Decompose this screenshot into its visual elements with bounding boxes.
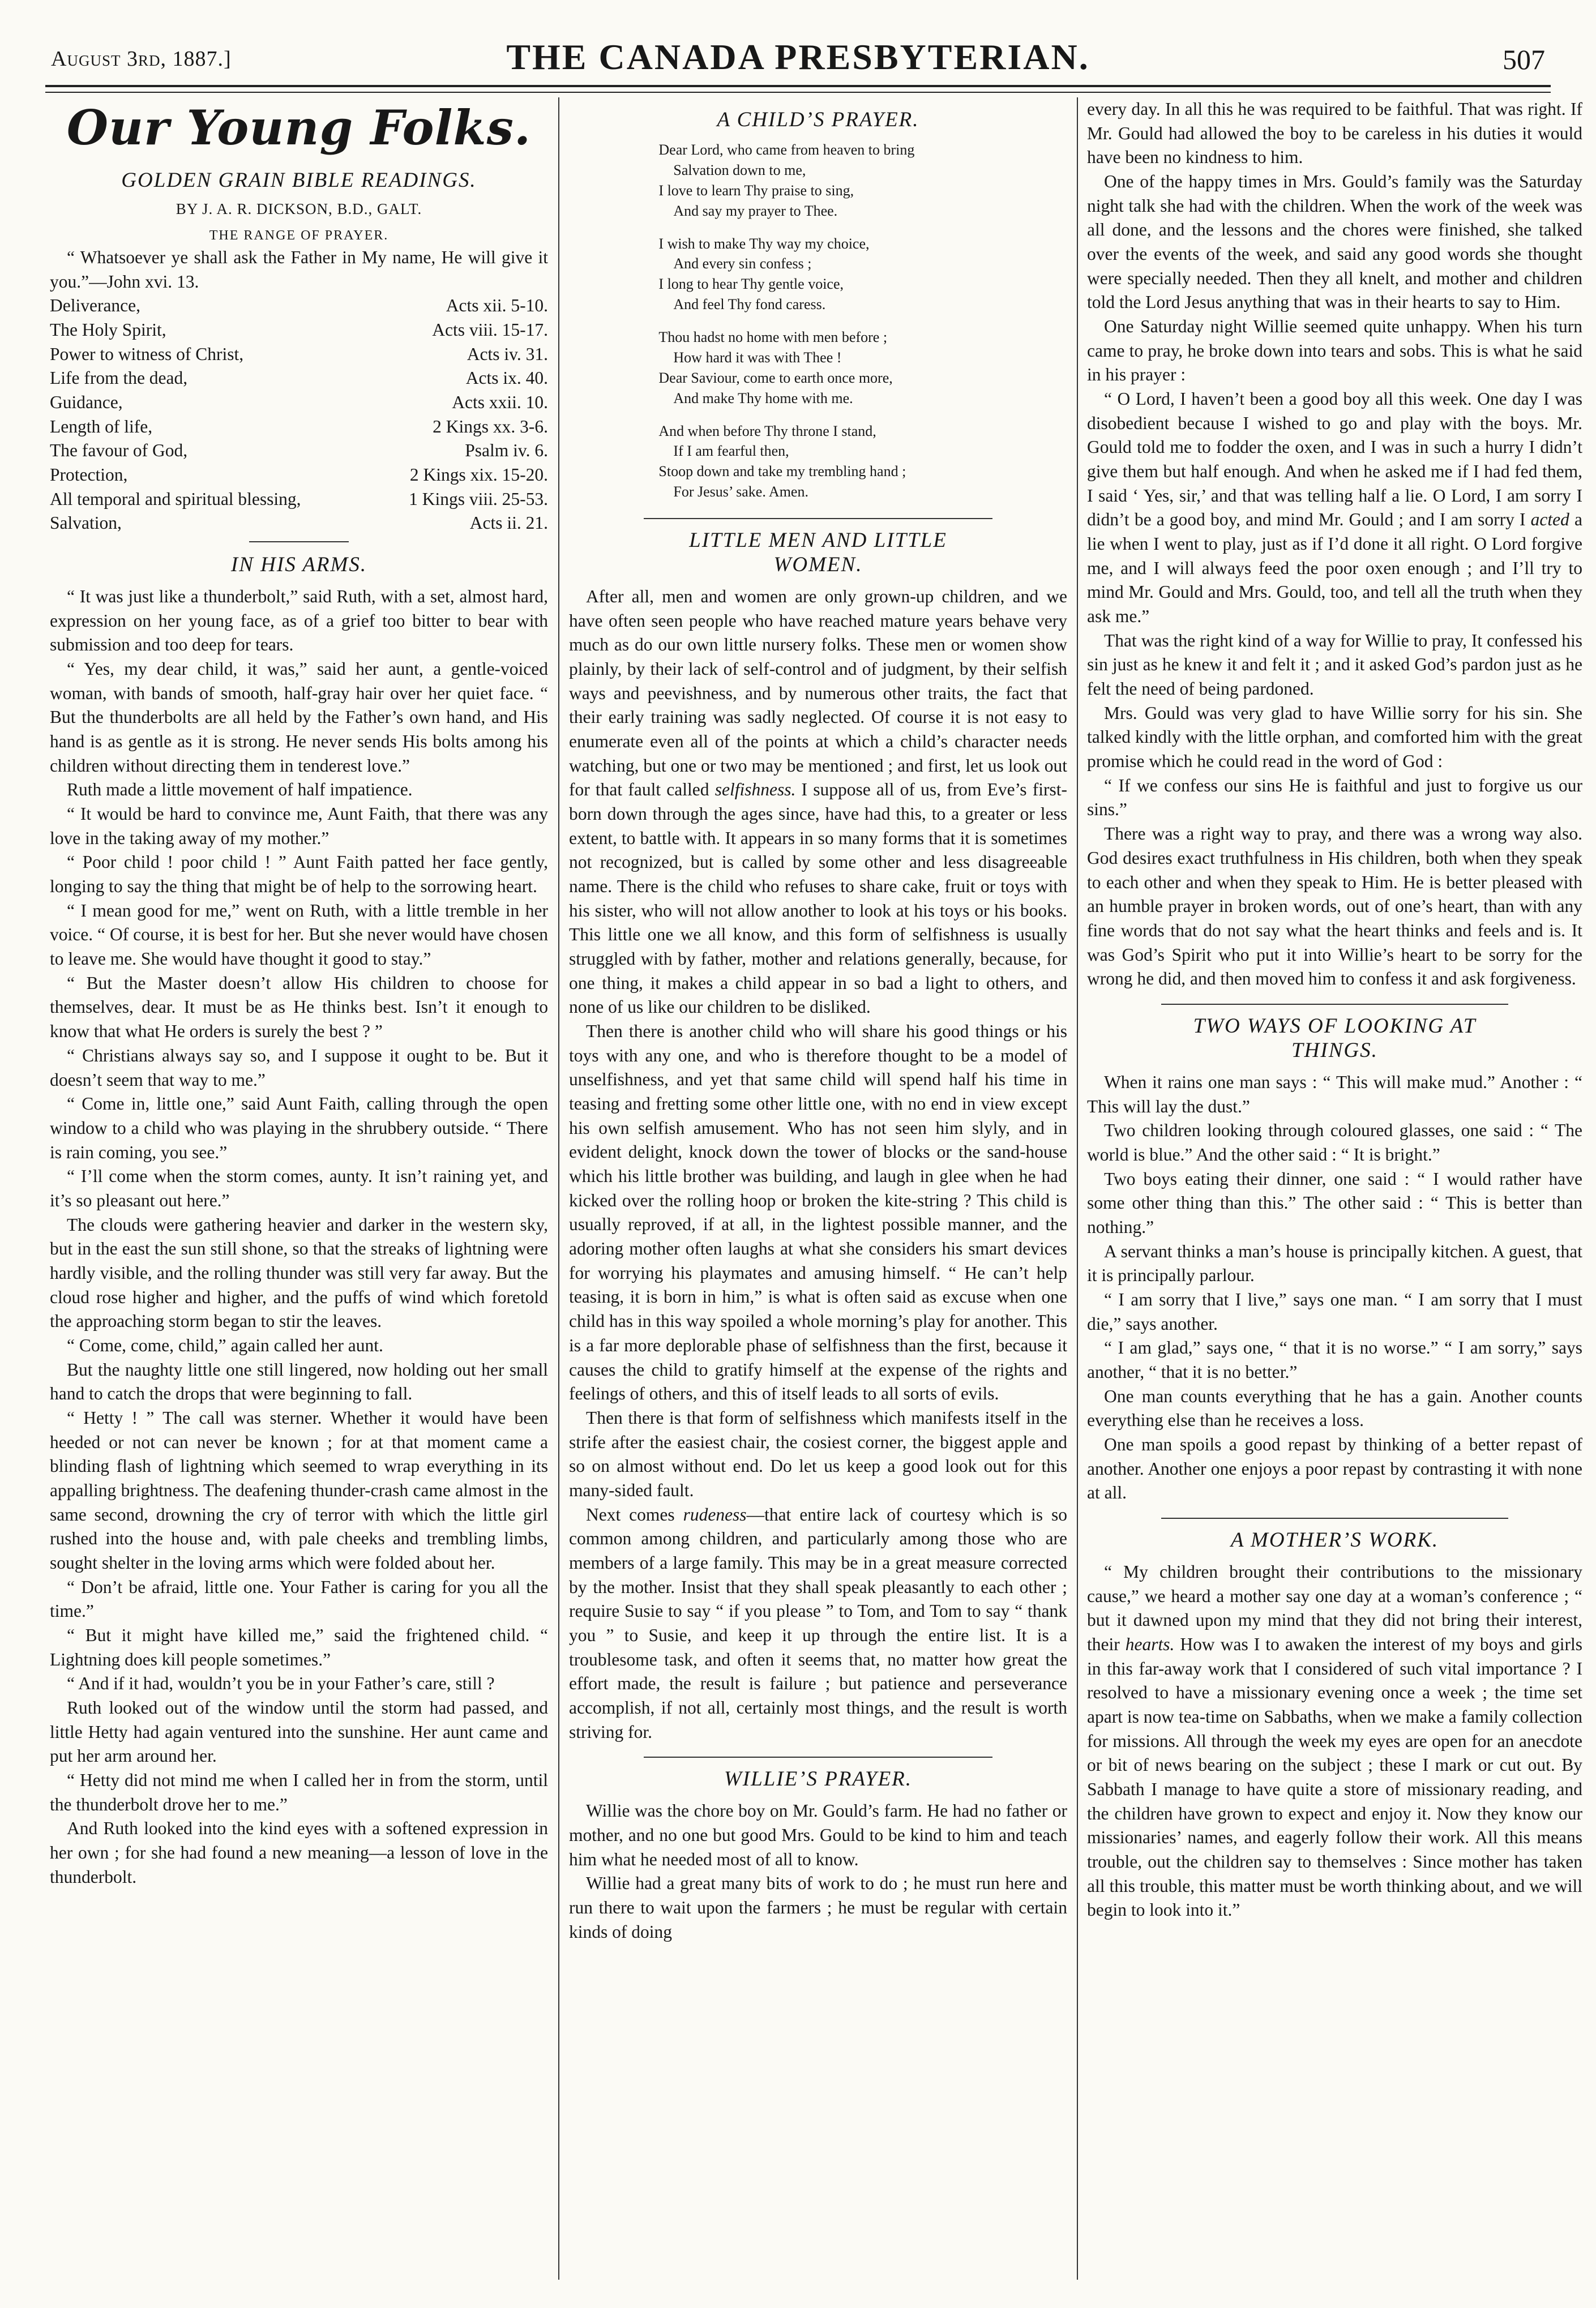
byline: BY J. A. R. DICKSON, B.D., GALT. — [176, 200, 422, 217]
reading-row — [50, 487, 548, 512]
poem-line: Thou hadst no home with men before ; — [658, 329, 888, 345]
column-divider — [1077, 97, 1078, 2280]
reading-row — [50, 511, 548, 536]
reading-ref: Acts ii. 21. — [469, 513, 548, 533]
reading-row — [50, 391, 548, 415]
text-run: a lie when I went to play, just as if I’d done it all right. O Lord forgive me, and I will always feed the poor oxen enough ; and I’ll try to mind Mr. Gould and Mrs. Gould, too, and tell all the truth when they ask me.” — [1087, 509, 1582, 627]
article-paragraph: When it rains one man says : “ This will make mud.” Another : “ This will lay the dust.” — [1087, 1072, 1582, 1116]
section-heading-two-ways: TWO WAYS OF LOOKING AT THINGS. — [1161, 1004, 1508, 1063]
article-paragraph: Two children looking through coloured glasses, one said : “ The world is blue.” And the other said : “ It is bright.” — [1087, 1120, 1582, 1164]
article-paragraph: “ Hetty did not mind me when I called her in from the storm, until the thunderbolt drove her to me.” — [50, 1770, 548, 1814]
poem-line: Salvation down to me, — [673, 161, 806, 178]
article-paragraph: “ Don’t be afraid, little one. Your Father is caring for you all the time.” — [50, 1577, 548, 1621]
article-paragraph: One man counts everything that he has a gain. Another counts everything else than he receives a loss. — [1087, 1386, 1582, 1431]
reading-row — [50, 366, 548, 391]
reading-row — [50, 342, 548, 367]
emphasis: rudeness — [683, 1504, 747, 1525]
section-heading-willies-prayer: WILLIE’S PRAYER. — [644, 1757, 992, 1791]
column-3 — [1087, 97, 1582, 2280]
emphasis: acted — [1530, 509, 1569, 530]
article-paragraph: One Saturday night Willie seemed quite unhappy. When his turn came to pray, he broke down into tears and sobs. This is what he said in his prayer : — [1087, 316, 1582, 385]
article-paragraph: And Ruth looked into the kind eyes with a softened expression in her own ; for she had found a new meaning—a lesson of love in the thunderbolt. — [50, 1818, 548, 1887]
reading-row — [50, 294, 548, 318]
reading-row — [50, 463, 548, 487]
article-paragraph: “ And if it had, wouldn’t you be in your Father’s care, still ? — [67, 1673, 495, 1694]
article-paragraph: “ I am glad,” says one, “ that it is no worse.” “ I am sorry,” says another, “ that it is no better.” — [1087, 1338, 1582, 1382]
poem-line: I long to hear Thy gentle voice, — [658, 276, 844, 293]
text-run: How was I to awaken the interest of my boys and girls in this far-away work that I considered of such vital importance ? I resolved to have a missionary evening once a week ; the time set apart is now tea-time on Sabbaths, when we make a family collection for missions. All through the week my eyes are open for an anecdote or bit of news bearing on the subject ; these I mark or cut out. By Sabbath I manage to have quite a store of missionary reading, and the children have grown to expect and enjoy it. Now they know our missionaries’ names, and eagerly follow their work. All this means trouble, out the children say to themselves : Since mother has taken all this trouble, this matter must be worth thinking about, and we will begin to look into it.” — [1087, 1634, 1582, 1920]
poem-line: Dear Saviour, come to earth once more, — [658, 369, 893, 386]
reading-row — [50, 439, 548, 463]
article-paragraph: But the naughty little one still lingered, now holding out her small hand to catch the drops that were beginning to fall. — [50, 1359, 548, 1404]
article-paragraph: “ Come in, little one,” said Aunt Faith, calling through the open window to a child who was playing in the shrubbery outside. “ There is rain coming, you see.” — [50, 1094, 548, 1162]
poem-stanza — [658, 327, 977, 409]
article-paragraph — [1087, 1560, 1582, 1922]
reading-ref: Acts xxii. 10. — [452, 392, 548, 413]
article-paragraph: Willie was the chore boy on Mr. Gould’s farm. He had no father or mother, and no one but good Mrs. Gould to be kind to him and teach him what he needed most of all to know. — [569, 1801, 1067, 1869]
text-run: Next comes — [586, 1504, 683, 1525]
article-paragraph: There was a right way to pray, and there was a wrong way also. God desires exact truthfulness in His children, both when they speak to each other and when they speak to Him. He is better pleased with an humble prayer in broken words, out of one’s heart, than with any fine words that do not say what the heart thinks and feels and is. It was God’s Spirit who put it into Willie’s heart to be sorry for the wrong he did, and then moved him to confess it and ask forgiveness. — [1087, 824, 1582, 989]
text-run: I suppose all of us, from Eve’s first-born down through the ages since, have had this, to a greater or less extent, to battle with. It appears in so many forms that it is sometimes not recognized, but is called by some other and less disagreeable name. There is the child who refuses to share cake, fruit or toys with his sister, who will not allow another to look at his toys or his books. This little one we all know, and this form of selfishness is usually struggled with by father, mother and relations generally, because, for one thing, it makes a child appear in so bad a light to others, and none of us like our children to be disliked. — [569, 780, 1067, 1017]
reading-topic: The favour of God, — [50, 440, 188, 461]
article-paragraph: One of the happy times in Mrs. Gould’s family was the Saturday night talk she had with the children. When the work of the week was all done, and the lessons and the chores were finished, she talked over the events of the week, and said any good words she thought were specially needed. Then they all knelt, and mother and children told the Lord Jesus anything that was in their hearts to say to Him. — [1087, 172, 1582, 312]
column-1 — [50, 97, 548, 2280]
article-paragraph: “ But it might have killed me,” said the frightened child. “ Lightning does kill people sometimes.” — [50, 1625, 548, 1669]
article-paragraph: “ Come, come, child,” again called her aunt. — [67, 1335, 383, 1355]
subheading-range-of-prayer: THE RANGE OF PRAYER. — [209, 228, 389, 243]
section-heading-golden-grain: GOLDEN GRAIN BIBLE READINGS. — [121, 169, 477, 192]
reading-topic: The Holy Spirit, — [50, 320, 166, 340]
text-run: “ O Lord, I haven’t been a good boy all this week. One day I was disobedient because I wished to go and play with the boys. Mr. Gould told me to fodder the oxen, and I was in such a hurry I didn’t give them but half enough. And when he asked me if I had fed them, I said ‘ Yes, sir,’ and that was telling half a lie. O Lord, I am sorry I didn’t be a good boy, and mind Mr. Gould ; and I am sorry I — [1087, 389, 1582, 530]
reading-row — [50, 318, 548, 342]
poem-line: And feel Thy fond caress. — [673, 296, 826, 313]
header-rule-thin — [45, 92, 1551, 93]
reading-ref: 2 Kings xix. 15-20. — [409, 465, 548, 485]
text-run: “ My children brought their contributions to the missionary cause,” we heard a mother say one day at a woman’s conference ; “ but it dawned upon my mind that they did not bring their interest, their — [1087, 1561, 1582, 1654]
emphasis: hearts. — [1125, 1634, 1175, 1654]
section-heading-mothers-work: A MOTHER’S WORK. — [1161, 1518, 1508, 1552]
article-paragraph: “ It was just like a thunderbolt,” said Ruth, with a set, almost hard, expression on her young face, as of a grief too bitter to bear with submission and too deep for tears. — [50, 586, 548, 655]
reading-ref: Acts ix. 40. — [465, 368, 548, 388]
issue-date: August 3rd, 1887.] — [51, 47, 232, 71]
article-paragraph: “ But the Master doesn’t allow His children to choose for themselves, dear. It must be as He thinks best. Isn’t it enough to know that what He orders is surely the best ? ” — [50, 973, 548, 1042]
column-2 — [569, 97, 1067, 2280]
article-paragraph: That was the right kind of a way for Willie to pray, It confessed his sin just as he knew it and felt it ; and it asked God’s pardon just as he felt the need of being pardoned. — [1087, 630, 1582, 699]
poem — [658, 140, 977, 502]
article-paragraph: Ruth made a little movement of half impatience. — [67, 780, 413, 800]
reading-topic: Deliverance, — [50, 296, 141, 316]
column-divider — [558, 97, 559, 2280]
poem-line: I love to learn Thy praise to sing, — [658, 182, 854, 199]
poem-line: Dear Lord, who came from heaven to bring — [658, 142, 915, 158]
poem-line: And every sin confess ; — [673, 255, 812, 272]
reading-topic: Length of life, — [50, 416, 153, 436]
article-paragraph: “ I’ll come when the storm comes, aunty. It isn’t raining yet, and it’s so pleasant out here.” — [50, 1166, 548, 1210]
article-paragraph: One man spoils a good repast by thinking of a better repast of another. Another one enjoys a poor repast by contrasting it with none at all. — [1087, 1434, 1582, 1503]
reading-topic: Salvation, — [50, 513, 122, 533]
reading-row — [50, 415, 548, 439]
section-heading-little-men: LITTLE MEN AND LITTLE WOMEN. — [644, 518, 992, 577]
reading-topic: Protection, — [50, 465, 128, 485]
section-rule — [249, 541, 349, 542]
section-heading-childs-prayer: A CHILD’S PRAYER. — [717, 108, 919, 131]
department-title: Our Young Folks. — [66, 100, 532, 156]
article-paragraph: “ I am sorry that I live,” says one man. “ I am sorry that I must die,” says another. — [1087, 1289, 1582, 1334]
article-paragraph: A servant thinks a man’s house is principally kitchen. A guest, that it is principally parlour. — [1087, 1241, 1582, 1286]
poem-line: How hard it was with Thee ! — [673, 349, 842, 366]
poem-line: Stoop down and take my trembling hand ; — [658, 463, 906, 480]
reading-ref: Psalm iv. 6. — [465, 440, 548, 461]
article-paragraph: Then there is that form of selfishness which manifests itself in the strife after the easiest chair, the cosiest corner, the biggest apple and so on almost without end. Do let us keep a good look out for this many-sided fault. — [569, 1407, 1067, 1500]
article-paragraph: “ Hetty ! ” The call was sterner. Whether it would have been heeded or not can never be known ; for at that moment came a blinding flash of lightning which seemed to wrap everything in its appalling brightness. The deafening thunder-crash came almost in the same second, drowning the cry of terror with which the little girl rushed into the house and, with pale cheeks and trembling limbs, sought shelter in the loving arms which were folded about her. — [50, 1407, 548, 1573]
reading-ref: 2 Kings xx. 3-6. — [433, 416, 548, 436]
reading-ref: Acts xii. 5-10. — [446, 296, 548, 316]
poem-stanza — [658, 234, 977, 315]
article-paragraph: every day. In all this he was required to be faithful. That was right. If Mr. Gould had allowed the boy to be careless in his duties it would have been no kindness to him. — [1087, 99, 1582, 168]
article-paragraph — [1087, 387, 1582, 629]
poem-stanza — [658, 140, 977, 221]
article-paragraph: “ Yes, my dear child, it was,” said her aunt, a gentle-voiced woman, with bands of smooth, half-gray hair over her quiet face. “ But the thunderbolts are all held by the Father’s own hand, and His hand is as gentle as it is strong. He never sends His bolts among his children without directing them in tenderest love.” — [50, 659, 548, 776]
reading-topic: Life from the dead, — [50, 368, 188, 388]
poem-stanza — [658, 421, 977, 503]
poem-line: And when before Thy throne I stand, — [658, 422, 876, 439]
page-number: 507 — [1503, 44, 1545, 75]
text-run: —that entire lack of courtesy which is so common among children, and particularly among those who are members of a large family. This may be in a great measure corrected by the mother. Insist that they shall speak pleasantly to each other ; require Susie to say “ if you please ” to Tom, and Tom to say “ thank you ” to Susie, and keep it up through the entire list. It is a troublesome task, and often it seems that, no matter how great the effort made, the result is failure ; but patience and perseverance accomplish, if not all, certainly most things, and the result is worth striving for. — [569, 1504, 1067, 1742]
page-header — [51, 33, 1545, 84]
poem-line: I wish to make Thy way my choice, — [658, 235, 870, 252]
article-paragraph: “ Poor child ! poor child ! ” Aunt Faith patted her face gently, longing to say the thing that might be of help to the sorrowing heart. — [50, 852, 548, 897]
article-paragraph: “ It would be hard to convince me, Aunt Faith, that there was any love in the taking away of my mother.” — [50, 804, 548, 848]
poem-line: And make Thy home with me. — [673, 389, 853, 406]
reading-topic: All temporal and spiritual blessing, — [50, 489, 301, 509]
reading-topic: Guidance, — [50, 392, 123, 413]
emphasis: selfishness. — [714, 780, 796, 800]
article-paragraph: Willie had a great many bits of work to do ; he must run here and run there to wait upon the farmers ; he must be regular with certain kinds of doing — [569, 1873, 1067, 1942]
poem-line: For Jesus’ sake. Amen. — [673, 483, 808, 500]
poem-line: And say my prayer to Thee. — [673, 202, 838, 219]
article-paragraph: The clouds were gathering heavier and darker in the western sky, but in the east the sun still shone, so that the streaks of lightning were hardly visible, and the rolling thunder was still very far away. But the cloud rose higher and higher, and the puffs of wind which foretold the approaching storm began to stir the leaves. — [50, 1214, 548, 1331]
reading-ref: Acts iv. 31. — [467, 344, 548, 364]
article-paragraph: Mrs. Gould was very glad to have Willie sorry for his sin. She talked kindly with the little orphan, and comforted him with the great promise which he could read in the word of God : — [1087, 703, 1582, 772]
article-paragraph: Two boys eating their dinner, one said : “ I would rather have some other thing than this.” The other said : “ This is better than nothing.” — [1087, 1168, 1582, 1237]
header-rule — [45, 85, 1551, 87]
article-paragraph: “ If we confess our sins He is faithful and just to forgive us our sins.” — [1087, 775, 1582, 820]
golden-intro: “ Whatsoever ye shall ask the Father in My name, He will give it you.”—John xvi. 13. — [50, 247, 548, 292]
article-paragraph: Then there is another child who will share his good things or his toys with any one, and who is therefore thought to be a model of unselfishness, and yet that same child will spend half his time in teasing and fretting some other little one, with no end in view except his own selfish amusement. Who has not seen him slyly, and in evident delight, knock down the tower of blocks or the sand-house which his little brother was building, and laugh in glee when he had kicked over the rolling hoop or broken the kite-string ? This child is usually reproved, if at all, in the lightest possible manner, and the adoring mother often laughs at what she considers his smart devices for worrying his playmates and amusing himself. “ He can’t help teasing, it is born in him,” is what is often said as excuse when one child has in this way spoiled a whole morning’s play for another. This is a far more deplorable phase of selfishness than the first, because it causes the child to gratify himself at the expense of the rights and feelings of others, and this of itself leads to all sorts of evils. — [569, 1021, 1067, 1404]
reading-ref: 1 Kings viii. 25-53. — [409, 489, 548, 509]
poem-line: If I am fearful then, — [673, 443, 789, 460]
reading-topic: Power to witness of Christ, — [50, 344, 244, 364]
article-paragraph — [569, 1503, 1067, 1745]
newspaper-title: THE CANADA PRESBYTERIAN. — [506, 37, 1090, 77]
reading-ref: Acts viii. 15-17. — [432, 320, 548, 340]
article-paragraph — [569, 585, 1067, 1020]
article-paragraph: “ I mean good for me,” went on Ruth, with a little tremble in her voice. “ Of course, it is best for her. But she never would have chosen to leave me. She would have thought it good to stay.” — [50, 900, 548, 969]
text-run: After all, men and women are only grown-up children, and we have often seen people who have reached mature years behave very much as do our own little nursery folks. These men or women show plainly, by their lack of self-control and of judgment, by their selfish ways and peevishness, and by numerous other traits, the fact that their early training was sadly neglected. Of course it is not easy to enumerate even all of the points at which a child’s character needs watching, but one or two may be mentioned ; and first, let us look out for that fault called — [569, 586, 1067, 800]
section-heading-in-his-arms: IN HIS ARMS. — [230, 553, 367, 577]
reading-list — [50, 294, 548, 536]
article-paragraph: “ Christians always say so, and I suppose it ought to be. But it doesn’t seem that way to me.” — [50, 1045, 548, 1090]
article-paragraph: Ruth looked out of the window until the storm had passed, and little Hetty had again ventured into the sunshine. Her aunt came and put her arm around her. — [50, 1697, 548, 1766]
